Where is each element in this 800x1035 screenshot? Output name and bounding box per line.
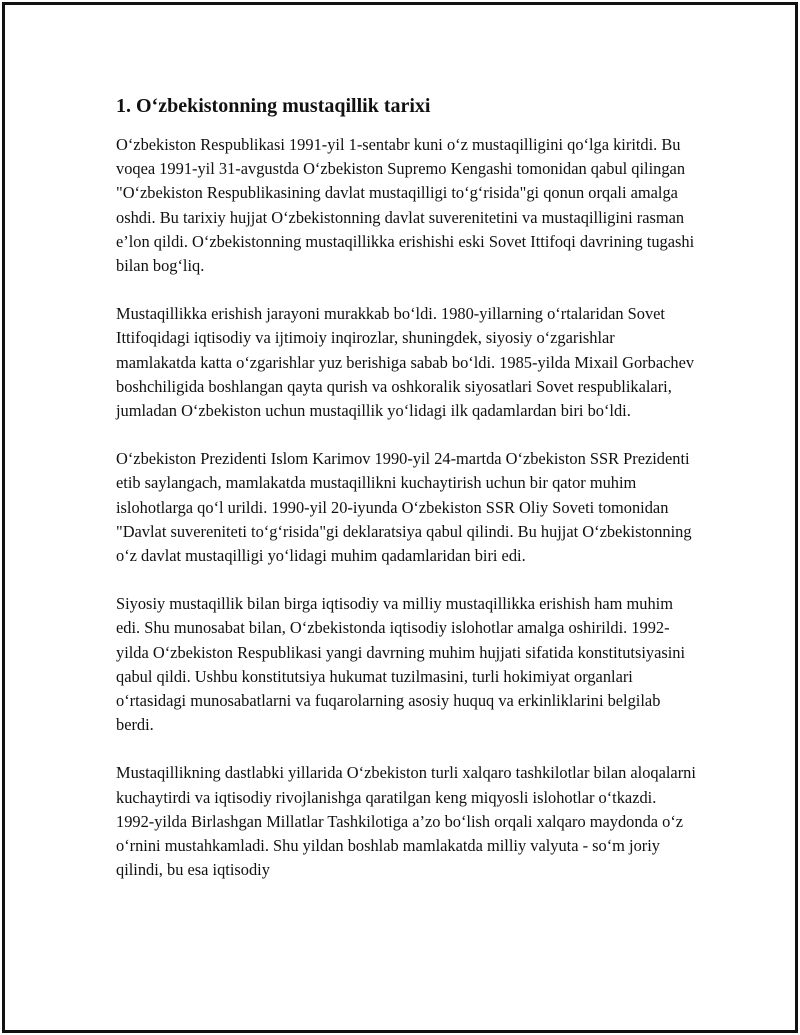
paragraph-2: Mustaqillikka erishish jarayoni murakkab bo‘ldi. 1980-yillarning o‘rtalaridan Sovet Ittifoqidagi iqtisodiy va ijtimoiy inqirozlar, shuningdek, siyosiy o‘zgarishlar mamlakatda katta o‘zgarishlar yuz berishiga sabab bo‘ldi. 1985-yilda Mixail Gorbachev boshchiligida boshlangan qayta qurish va oshkoralik siyosatlari Sovet respublikalari, jumladan O‘zbekiston uchun mustaqillik yo‘lidagi ilk qadamlardan biri bo‘ldi. [116, 304, 695, 421]
paragraph-1: O‘zbekiston Respublikasi 1991-yil 1-sentabr kuni o‘z mustaqilligini qo‘lga kiritdi. Bu voqea 1991-yil 31-avgustda O‘zbekiston Supremo Kengashi tomonidan qabul qilingan "O‘zbekiston Respublikasining davlat mustaqilligi to‘g‘risida"gi qonun orqali amalga oshdi. Bu tarixiy hujjat O‘zbekistonning davlat suverenitetini va mustaqilligini rasman e’lon qildi. O‘zbekistonning mustaqillikka erishishi eski Sovet Ittifoqi davrining tugashi bilan bog‘liq. [116, 135, 695, 276]
document-body [116, 92, 696, 906]
section-title: 1. O‘zbekistonning mustaqillik tarixi [116, 95, 431, 117]
paragraph-5: Mustaqillikning dastlabki yillarida O‘zbekiston turli xalqaro tashkilotlar bilan aloqalarni kuchaytirdi va iqtisodiy rivojlanishga qaratilgan keng miqyosli islohotlar o‘tkazdi. 1992-yilda Birlashgan Millatlar Tashkilotiga a’zo bo‘lish orqali xalqaro maydonda o‘z o‘rnini mustahkamladi. Shu yildan boshlab mamlakatda milliy valyuta - so‘m joriy qilindi, bu esa iqtisodiy [116, 763, 696, 880]
paragraph-4: Siyosiy mustaqillik bilan birga iqtisodiy va milliy mustaqillikka erishish ham muhim edi. Shu munosabat bilan, O‘zbekistonda iqtisodiy islohotlar amalga oshirildi. 1992-yilda O‘zbekiston Respublikasi yangi davrning muhim hujjati sifatida konstitutsiyasini qabul qildi. Ushbu konstitutsiya hukumat tuzilmasini, turli hokimiyat organlari o‘rtasidagi munosabatlarni va fuqarolarning asosiy huquq va erkinliklarini belgilab berdi. [116, 594, 686, 735]
paragraph-3: O‘zbekiston Prezidenti Islom Karimov 1990-yil 24-martda O‘zbekiston SSR Prezidenti etib saylangach, mamlakatda mustaqillikni kuchaytirish uchun bir qator muhim islohotlarga qo‘l urildi. 1990-yil 20-iyunda O‘zbekiston SSR Oliy Soveti tomonidan "Davlat suvereniteti to‘g‘risida"gi deklaratsiya qabul qilindi. Bu hujjat O‘zbekistonning o‘z davlat mustaqilligi yo‘lidagi muhim qadamlaridan biri edi. [116, 449, 692, 566]
